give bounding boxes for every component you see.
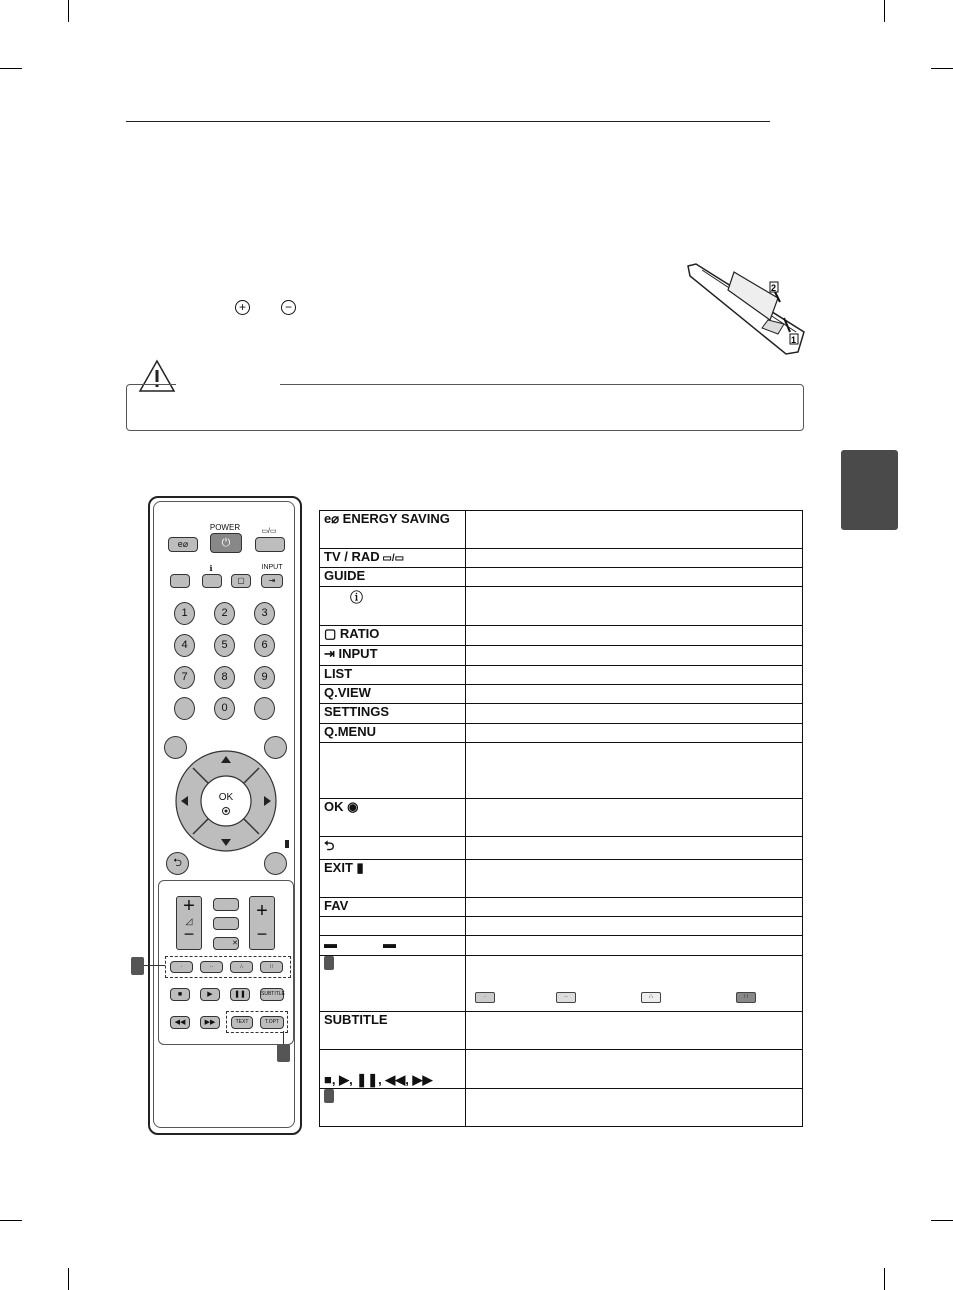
row-key: ENERGY SAVING [342,511,450,526]
row-value [465,685,802,704]
table-row [320,837,803,860]
row-value [465,646,802,666]
blue-key-icon: ∷ [736,992,756,1003]
row-value [465,917,802,936]
playback-icons: ■, ▶, ❚❚, ◀◀, ▶▶ [324,1072,433,1087]
table-row [320,898,803,917]
tv-rad-icon: ▭/▭ [379,553,405,564]
chapter-side-tab [841,450,898,530]
row-value [465,666,802,685]
blue-key[interactable]: ∷ [260,961,283,973]
volume-up-icon: + [183,895,195,917]
callout-marker-2 [277,1044,290,1062]
number-button-1[interactable]: 1 [174,602,195,625]
callout-marker-1-icon [324,956,334,970]
button-description-table [319,510,803,1127]
crop-mark [0,1220,22,1221]
list-button[interactable] [174,697,195,720]
row-value [465,956,802,1012]
row-key [320,917,466,936]
table-row [320,511,803,549]
t-opt-button[interactable]: T.OPT [260,1016,284,1029]
exit-icon: ▮ [352,860,364,875]
text-button[interactable]: TEXT [231,1016,253,1029]
row-value [465,626,802,646]
volume-rocker[interactable] [176,896,202,950]
crop-mark [68,0,69,22]
caution-box-gap [176,382,280,386]
row-value [465,799,802,837]
ok-icon: ◉ [343,799,359,814]
table-row [320,568,803,587]
row-value [465,1089,802,1127]
power-label: POWER [209,523,241,532]
info-button[interactable] [202,574,222,588]
row-key: TV / RAD [324,549,380,564]
q-view-button[interactable] [254,697,275,720]
callout-marker-1 [131,957,144,975]
row-value [465,860,802,898]
green-key-icon: ·· [556,992,576,1003]
row-value [465,511,802,549]
table-row [320,549,803,568]
callout-line-2 [283,1031,284,1044]
row-key: EXIT [324,860,353,875]
crop-mark [884,1268,885,1290]
crop-mark [68,1268,69,1290]
row-value [465,898,802,917]
row-value [465,724,802,743]
table-row [320,860,803,898]
channel-down-icon: − [256,924,268,944]
energy-saving-icon: e⌀ [324,511,343,526]
header-rule [126,121,770,122]
page-up-icon: ▬ [383,936,396,951]
plus-symbol-icon: + [235,300,250,315]
crop-mark [931,1220,953,1221]
row-value [465,568,802,587]
table-row [320,704,803,724]
number-button-7[interactable]: 7 [174,666,195,689]
number-button-5[interactable]: 5 [214,634,235,657]
info-label-icon: ℹ [209,564,213,573]
ok-button-label: OK [218,792,234,803]
red-key[interactable]: · [170,961,193,973]
row-value [465,936,802,956]
number-button-3[interactable]: 3 [254,602,275,625]
fast-forward-button[interactable]: ▶▶ [200,1016,220,1029]
pause-button[interactable]: ❚❚ [230,988,250,1001]
input-icon: ⇥ [324,646,339,661]
row-key: SETTINGS [320,704,466,724]
crop-mark [931,68,953,69]
row-value [465,743,802,799]
row-key: LIST [320,666,466,685]
table-row [320,917,803,936]
row-value [465,837,802,860]
yellow-key-icon: ∴ [641,992,661,1003]
table-row [320,743,803,799]
row-key: SUBTITLE [320,1012,466,1050]
crop-mark [0,68,22,69]
row-key: OK [324,799,344,814]
table-row [320,646,803,666]
row-key: RATIO [339,626,380,641]
table-row [320,1089,803,1127]
subtitle-button[interactable]: SUBTITLE [260,988,284,1001]
back-icon: ⮌ [324,838,335,853]
input-button[interactable]: ⇥ [261,574,283,588]
number-button-9[interactable]: 9 [254,666,275,689]
row-value [465,704,802,724]
callout-marker-2-icon [324,1089,334,1103]
row-key: INPUT [338,646,378,661]
exit-button[interactable] [264,852,287,875]
volume-icon: ◿ [185,916,193,926]
table-row [320,626,803,646]
red-key-icon: · [475,992,495,1003]
rewind-button[interactable]: ◀◀ [170,1016,190,1029]
row-key: GUIDE [320,568,466,587]
number-button-8[interactable]: 8 [214,666,235,689]
yellow-key[interactable]: ∴ [230,961,253,973]
table-row [320,936,803,956]
diagram-label-1: 1 [791,335,797,345]
tv-rad-button[interactable] [255,537,285,552]
callout-line-1 [144,965,165,966]
number-button-6[interactable]: 6 [254,634,275,657]
row-key [320,743,466,799]
fav-button[interactable] [213,898,239,911]
back-button[interactable]: ⮌ [166,852,189,875]
number-button-2[interactable]: 2 [214,602,235,625]
info-icon: ⓘ [350,590,364,605]
table-row [320,666,803,685]
mark-button[interactable] [213,917,239,930]
number-button-4[interactable]: 4 [174,634,195,657]
channel-rocker[interactable] [249,896,275,950]
table-row [320,1012,803,1050]
table-row [320,724,803,743]
power-button[interactable]: ⏻ [210,533,242,553]
stop-button[interactable]: ■ [170,988,190,1001]
tv-rad-label-icon: ▭/▭ [261,528,277,535]
row-key: FAV [320,898,466,917]
minus-symbol-icon: − [281,300,296,315]
play-button[interactable]: ▶ [200,988,220,1001]
row-value [465,549,802,568]
energy-saving-button[interactable]: e⌀ [168,537,198,552]
caution-box [126,384,804,431]
green-key[interactable]: ·· [200,961,223,973]
table-row [320,587,803,626]
crop-mark [884,0,885,22]
mute-button[interactable]: ✕ [213,937,239,950]
row-value [465,587,802,626]
channel-up-icon: + [256,900,268,922]
ratio-button[interactable]: ▢ [231,574,251,588]
exit-icon [285,840,289,848]
table-row [320,1050,803,1089]
diagram-label-2: 2 [771,283,777,293]
input-label: INPUT [261,564,283,571]
guide-button[interactable] [170,574,190,588]
row-value [465,1050,802,1089]
page-down-icon: ▬ [324,936,337,951]
number-button-0[interactable]: 0 [214,697,235,720]
row-key: Q.VIEW [320,685,466,704]
battery-cover-diagram [686,262,810,358]
volume-down-icon: − [183,924,195,944]
table-row [320,956,803,1012]
row-key: Q.MENU [320,724,466,743]
table-row [320,799,803,837]
row-value [465,1012,802,1050]
ratio-icon: ▢ [324,626,340,641]
table-row [320,685,803,704]
